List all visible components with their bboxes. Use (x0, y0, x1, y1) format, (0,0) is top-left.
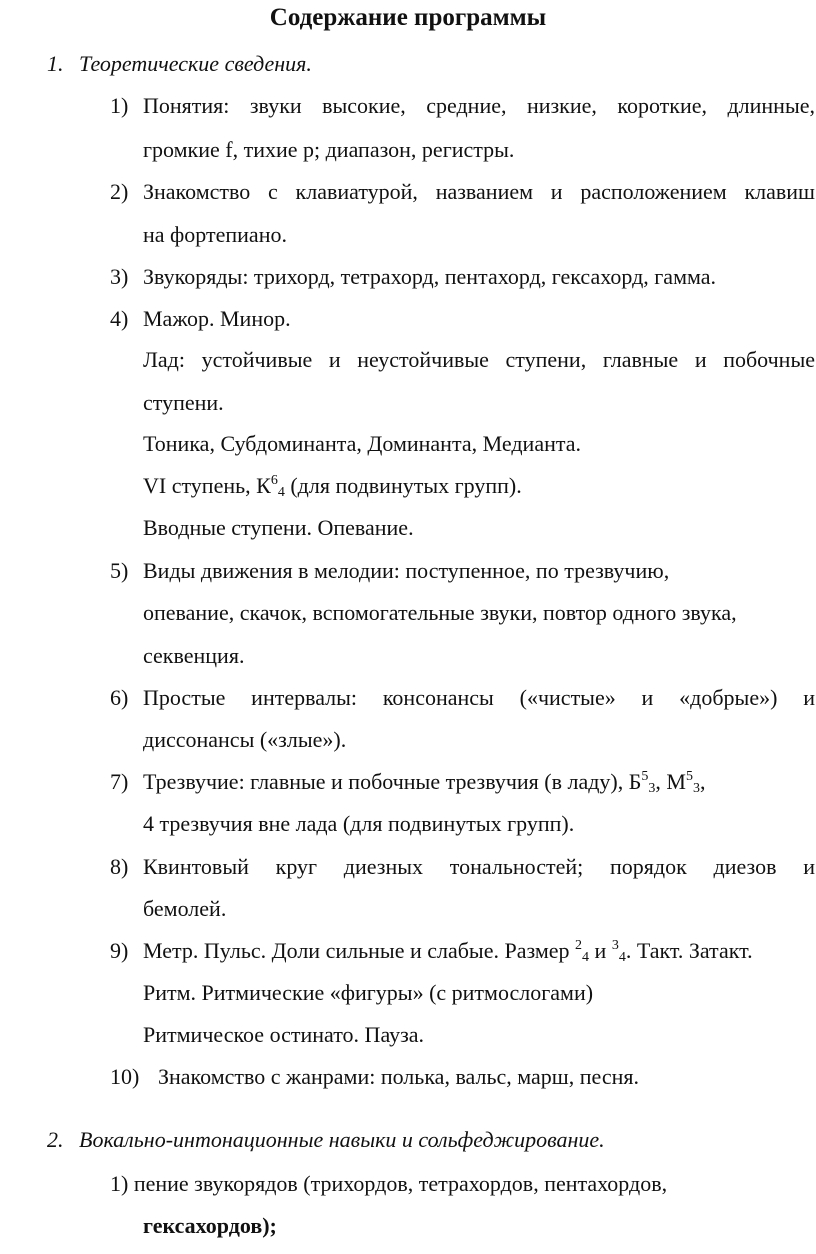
s2-item-1-line-1: 1) пение звукорядов (трихордов, тетрахордов, пентахордов, (110, 1171, 668, 1196)
item-2-number: 2) (110, 179, 129, 204)
item-1-line-2: громкие f, тихие p; диапазон, регистры. (143, 137, 515, 162)
item-3-line-1: Звукоряды: трихорд, тетрахорд, пентахорд, гексахорд, гамма. (143, 264, 717, 289)
page-title: Содержание программы (269, 4, 547, 31)
item-2-line-1: Знакомство с клавиатурой, названием и расположением клавиш (143, 179, 815, 204)
item-8-line-2: бемолей. (143, 896, 227, 921)
item-9-line-1-text-a: Метр. Пульс. Доли сильные и слабые. Размер (143, 938, 576, 963)
item-10-number: 10) (110, 1064, 140, 1089)
item-9-line-1-text-c: . Такт. Затакт. (625, 938, 753, 963)
item-4-line-6: Вводные ступени. Опевание. (143, 515, 414, 540)
s2-item-1-line-2: гексахордов); (143, 1213, 277, 1238)
item-9-line-1-sup-1: 2 (575, 938, 583, 953)
section-2-title: Вокально-интонационные навыки и сольфеджирование. (79, 1127, 605, 1152)
item-9-line-1-sup-2: 3 (611, 938, 619, 953)
item-4-line-5 (143, 472, 522, 500)
item-4-line-3: ступени. (143, 390, 224, 415)
item-8-number: 8) (110, 854, 129, 879)
item-7-line-1-text-c: , (699, 769, 706, 794)
item-4-line-5-text-a: VI ступень, К (143, 473, 271, 498)
item-2-line-2: на фортепиано. (143, 222, 287, 247)
item-4-line-4: Тоника, Субдоминанта, Доминанта, Медианта. (143, 431, 582, 456)
item-7-line-1-sub-2: 3 (692, 781, 700, 796)
section-1-title: Теоретические сведения. (79, 51, 312, 76)
item-8-line-1: Квинтовый круг диезных тональностей; порядок диезов и (143, 854, 815, 879)
item-9-line-1 (143, 937, 753, 965)
item-7-line-1-sup-1: 5 (641, 769, 649, 784)
item-9-line-1-text-b: и (589, 938, 612, 963)
item-4-number: 4) (110, 306, 129, 331)
item-4-line-5-text-b: (для подвинутых групп). (284, 473, 522, 498)
item-1-number: 1) (110, 93, 129, 118)
item-1-line-1: Понятия: звуки высокие, средние, низкие, короткие, длинные, (143, 93, 815, 118)
item-7-line-2: 4 трезвучия вне лада (для подвинутых групп). (143, 811, 575, 836)
item-7-line-1-text-a: Трезвучие: главные и побочные трезвучия (в ладу), Б (143, 769, 642, 794)
item-7-number: 7) (110, 769, 129, 794)
item-5-line-1: Виды движения в мелодии: поступенное, по трезвучию, (143, 558, 670, 583)
item-9-line-1-sub-1: 4 (582, 950, 590, 965)
item-6-line-1: Простые интервалы: консонансы («чистые» и «добрые») и (143, 685, 815, 710)
item-9-line-1-sub-2: 4 (618, 950, 626, 965)
item-5-line-2: опевание, скачок, вспомогательные звуки, повтор одного звука, (143, 600, 737, 625)
item-6-number: 6) (110, 685, 129, 710)
item-4-line-5-sup: 6 (270, 473, 278, 488)
section-2-number: 2. (47, 1127, 64, 1152)
item-10-line-1: Знакомство с жанрами: полька, вальс, марш, песня. (158, 1064, 639, 1089)
item-9-line-2: Ритм. Ритмические «фигуры» (с ритмослогами) (143, 980, 594, 1005)
item-7-line-1-sub-1: 3 (648, 781, 656, 796)
item-5-line-3: секвенция. (143, 643, 245, 668)
item-5-number: 5) (110, 558, 129, 583)
item-4-line-2: Лад: устойчивые и неустойчивые ступени, главные и побочные (143, 347, 815, 372)
item-4-line-1: Мажор. Минор. (143, 306, 291, 331)
section-1-heading (47, 50, 312, 78)
item-4-line-5-sub: 4 (277, 485, 285, 500)
item-3-number: 3) (110, 264, 129, 289)
item-7-line-1-text-b: , М (655, 769, 686, 794)
section-2-heading (47, 1126, 605, 1154)
section-1-number: 1. (47, 51, 64, 76)
item-9-number: 9) (110, 938, 129, 963)
item-9-line-3: Ритмическое остинато. Пауза. (143, 1022, 425, 1047)
item-7-line-1-sup-2: 5 (685, 769, 693, 784)
item-7-line-1 (143, 768, 705, 796)
item-6-line-2: диссонансы («злые»). (143, 727, 347, 752)
